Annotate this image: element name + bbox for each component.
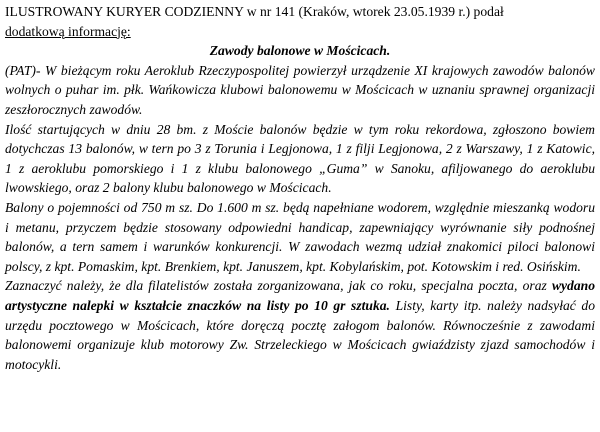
issue-info: w nr 141 (Kraków, wtorek 23.05.1939 r.) podał	[243, 4, 504, 19]
paragraph-4-start: Zaznaczyć należy, że dla filatelistów została zorganizowana, jak co roku, specjalna poczta, oraz	[5, 278, 552, 294]
intro-note: dodatkową informację:	[5, 23, 131, 39]
article	[5, 2, 595, 374]
intro-line	[5, 2, 595, 41]
publication-name: ILUSTROWANY KURYER CODZIENNY	[5, 4, 244, 19]
paragraph-2: Ilość startujących w dniu 28 bm. z Moście balonów będzie w tym roku rekordowa, zgłoszono bowiem dotychczas 13 balonów, w tern po 3 z Torunia i Legjonowa, 1 z filji Legjonowa, 2 z Warszawy, 1 z Katowic, 1 z aeroklubu pomorskiego i 1 z klubu balonowego „Guma” w Sanoku, afiljowanego do aeroklubu lwowskiego, oraz 2 balony klubu balonowego w Mościcach.	[5, 121, 595, 196]
paragraph-4	[5, 276, 595, 374]
stamp-note: wydano artystyczne nalepki w kształcie znaczków na listy po 10 gr sztuka.	[5, 278, 595, 313]
article-title: Zawody balonowe w Mościcach.	[209, 43, 391, 59]
paragraph-3: Balony o pojemności od 750 m sz. Do 1.600 m sz. będą napełniane wodorem, względnie mieszanką wodoru i metanu, przyczem będzie stosowany odpowiedni handicap, zapewniający wyrównanie siły podnośnej balonów, a tern samem i warunków konkurencji. W zawodach wezmą udział znakomici piloci balonowi polscy, z kpt. Pomaskim, kpt. Brenkiem, kpt. Januszem, kpt. Kobylańskim, pot. Kotowskim i red. Osińskim.	[5, 199, 595, 274]
paragraph-4-end: Listy, karty itp. należy nadsyłać do urzędu pocztowego w Mościcach, które doręczą pocztę załogom balonów. Równocześnie z zawodami balonowemi organizuje klub motorowy Zw. Strzeleckiego w Mościcach gwiaździsty zjazd samochodów i motocykli.	[5, 297, 595, 372]
paragraph-1: (PAT)- W bieżącym roku Aeroklub Rzeczypospolitej powierzył urządzenie XI krajowych zawodów balonów wolnych o puhar im. płk. Wańkowicza klubowi balonowemu w Mościcach w uznaniu sprawnej organizacji zeszłorocznych zawodów.	[5, 62, 595, 117]
